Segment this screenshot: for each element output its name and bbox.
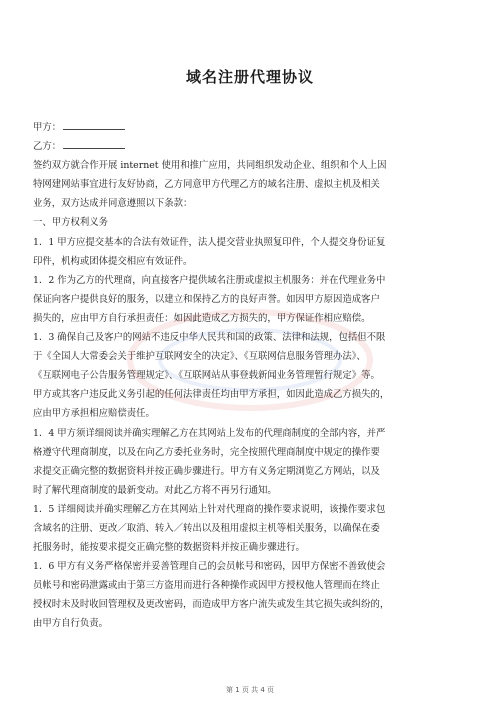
section-heading: 一、甲方权利义务 [33,217,109,229]
text-line: 托服务时，能按要求提交正确完整的数据资料并按正确步骤进行。 [33,542,305,554]
page-footer: 第 1 页 共 4 页 [225,686,275,694]
party-a-line [33,118,473,137]
text-line: 业务，双方达成并同意遵照以下条款： [33,198,193,210]
text-line: 求提交正确完整的数据资料并按正确步骤进行。甲方有义务定期浏览乙方网站，以及 [33,465,380,477]
text-line: 由甲方自行负责。 [33,618,109,630]
text-line: 时了解代理商制度的最新变动。对此乙方将不再另行通知。 [33,484,277,496]
text-line: 含域名的注册、更改／取消、转入／转出以及租用虚拟主机等相关服务，以确保在委 [33,522,380,534]
text-line: 《互联网电子公告服务管理规定》、《互联网站从事登载新闻业务管理暂行规定》等。 [33,370,380,382]
text-line: 格遵守代理商制度，以及在向乙方委托业务时，完全按照代理商制度中规定的操作要 [33,446,380,458]
document-body [33,118,473,634]
party-b-label: 乙方： [33,141,62,153]
text-line: 保证向客户提供良好的服务，以建立和保持乙方的良好声誉。如因甲方原因造成客户 [33,293,380,305]
text-line: 1．4 甲方须详细阅读并确实理解乙方在其网站上发布的代理商制度的全部内容，并严 [33,427,386,439]
party-b-blank [63,137,125,149]
text-line: 甲方或其客户违反此义务引起的任何法律责任均由甲方承担，如因此造成乙方损失的， [33,389,390,401]
text-line: 员帐号和密码泄露或由于第三方盗用而进行各种操作或因甲方授权他人管理而在终止 [33,580,380,592]
text-line: 1．2 作为乙方的代理商，向直接客户提供域名注册或虚拟主机服务：并在代理业务中 [33,274,386,286]
text-line: 签约双方就合作开展 internet 使用和推广应用，共同组织发动企业、组织和个人上因 [33,160,387,172]
text-line: 特网建网站事宜进行友好协商，乙方同意甲方代理乙方的域名注册、虚拟主机及相关 [33,179,380,191]
party-a-blank [63,118,125,130]
text-line: 1．5 详细阅读并确实理解乙方在其网站上针对代理商的操作要求说明，该操作要求包 [33,503,386,515]
text-line: 授权时未及时收回管理权及更改密码，而造成甲方客户流失或发生其它损失或纠纷的， [33,599,390,611]
party-a-label: 甲方： [33,122,62,133]
text-line: 于《全国人大常委会关于维护互联网安全的决定》、《互联网信息服务管理办法》、 [33,351,366,363]
party-b-line [33,137,473,156]
document-title: 域名注册代理协议 [185,68,314,86]
text-line: 1．6 甲方有义务严格保密并妥善管理自己的会员帐号和密码，因甲方保密不善致使会 [33,561,386,573]
text-line: 应由甲方承担相应赔偿责任。 [33,408,155,420]
text-line: 1．1 甲方应提交基本的合法有效证件，法人提交营业执照复印件，个人提交身份证复 [33,236,386,248]
text-line: 印件，机构或团体提交相应有效证件。 [33,255,193,267]
text-line: 损失的，应由甲方自行承担责任：如因此造成乙方损失的，甲方保证作相应赔偿。 [33,312,371,324]
text-line: 1．3 确保自己及客户的网站不违反中华人民共和国的政策、法律和法规，包括但不限 [33,332,386,344]
